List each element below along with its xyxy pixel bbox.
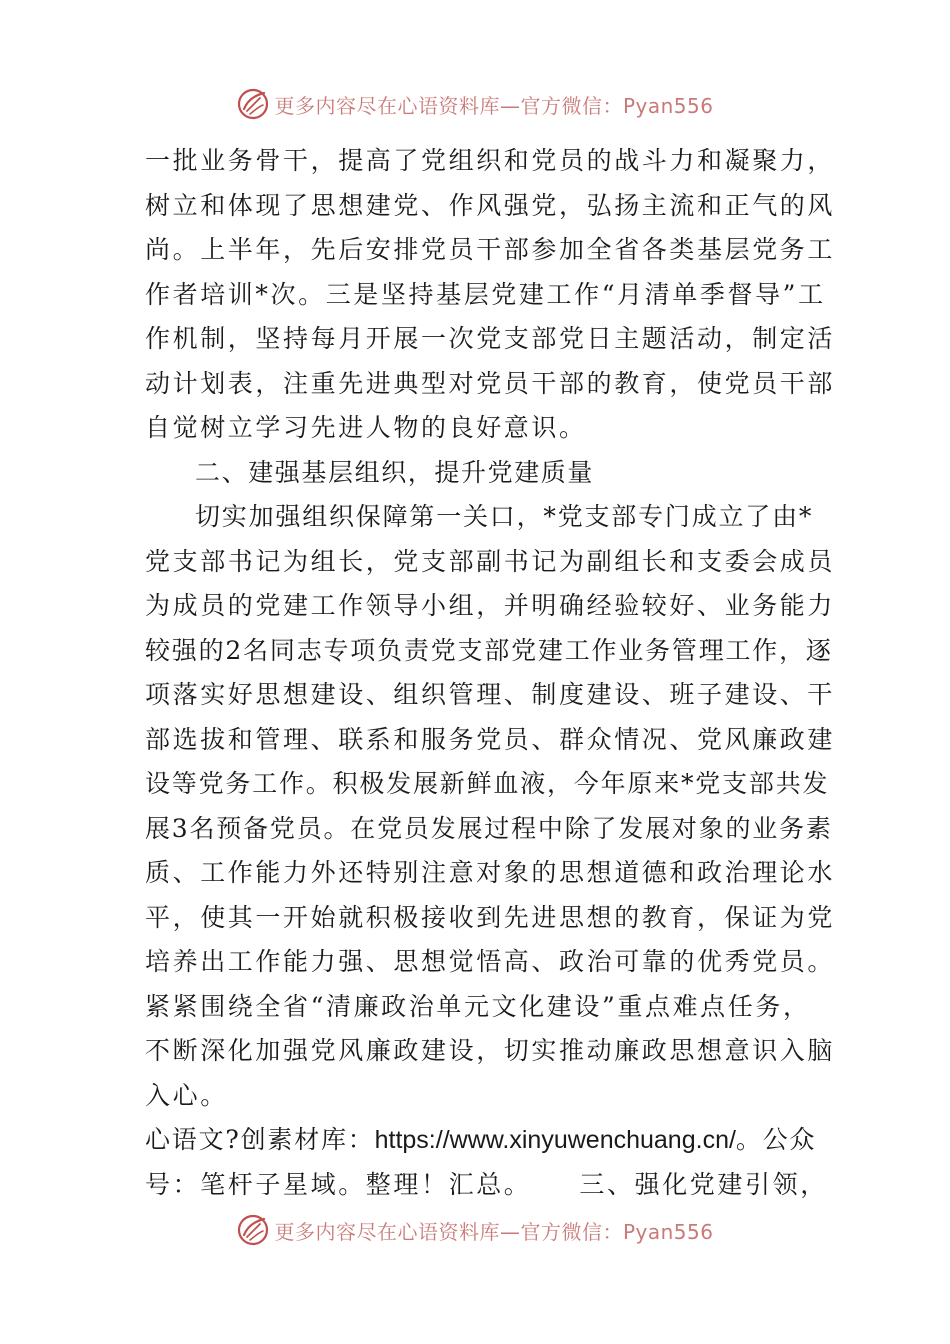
source-prefix: 心语文?创素材库： <box>145 1125 375 1154</box>
text-line: 作机制，坚持每月开展一次党支部党日主题活动，制定活 <box>145 324 836 353</box>
text-line: 自觉树立学习先进人物的良好意识。 <box>145 413 587 442</box>
text-line: 展3名预备党员。在党员发展过程中除了发展对象的业务素 <box>145 813 833 843</box>
text-line: 设等党务工作。积极发展新鲜血液，今年原来*党支部共发 <box>145 769 830 798</box>
pen-seal-logo-icon <box>236 1213 270 1247</box>
text-line: 尚。上半年，先后安排党员干部参加全省各类基层党务工 <box>145 235 836 264</box>
text-line: 动计划表，注重先进典型对党员干部的教育，使党员干部 <box>145 368 836 398</box>
document-body <box>145 139 836 1207</box>
text-line: 为成员的党建工作领导小组，并明确经验较好、业务能力 <box>145 591 836 620</box>
next-section-heading: 三、强化党建引领， <box>579 1169 828 1199</box>
text-line: 培养出工作能力强、思想觉悟高、政治可靠的优秀党员。 <box>145 947 836 976</box>
text-line: 部选拔和管理、联系和服务党员、群众情况、党风廉政建 <box>145 724 836 754</box>
text-line: 一批业务骨干，提高了党组织和党员的战斗力和凝聚力， <box>145 146 836 175</box>
source-suffix: 。公众 <box>735 1125 817 1154</box>
pen-seal-logo-icon <box>236 87 270 121</box>
closing-note: 号：笔杆子星域。整理！汇总。 <box>145 1169 532 1199</box>
text-line: 入心。 <box>145 1080 228 1110</box>
watermark-text: 更多内容尽在心语资料库—官方微信：Pyan556 <box>274 1219 714 1244</box>
closing-line <box>145 1163 828 1208</box>
source-url: https://www.xinyuwenchuang.cn/ <box>374 1126 736 1154</box>
text-line: 党支部书记为组长，党支部副书记为副组长和支委会成员 <box>145 546 836 576</box>
text-line: 树立和体现了思想建党、作风强党，弘扬主流和正气的风 <box>145 190 836 220</box>
text-line: 不断深化加强党风廉政建设，切实推动廉政思想意识入脑 <box>145 1036 836 1065</box>
text-line: 较强的2名同志专项负责党支部党建工作业务管理工作，逐 <box>145 635 833 665</box>
footer-watermark-banner <box>0 1210 950 1250</box>
header-watermark-banner <box>0 84 950 124</box>
watermark-text: 更多内容尽在心语资料库—官方微信：Pyan556 <box>274 93 714 118</box>
section-heading: 二、建强基层组织，提升党建质量 <box>195 457 595 487</box>
text-line: 作者培训*次。三是坚持基层党建工作“月清单季督导”工 <box>145 279 826 309</box>
text-line: 项落实好思想建设、组织管理、制度建设、班子建设、干 <box>145 680 836 709</box>
paragraph-first-line: 切实加强组织保障第一关口，*党支部专门成立了由* <box>195 502 814 531</box>
text-line: 质、工作能力外还特别注意对象的思想道德和政治理论水 <box>145 858 836 887</box>
text-line: 平，使其一开始就积极接收到先进思想的教育，保证为党 <box>145 902 836 932</box>
source-line <box>145 1118 817 1163</box>
text-line: 紧紧围绕全省“清廉政治单元文化建设”重点难点任务， <box>145 991 811 1021</box>
